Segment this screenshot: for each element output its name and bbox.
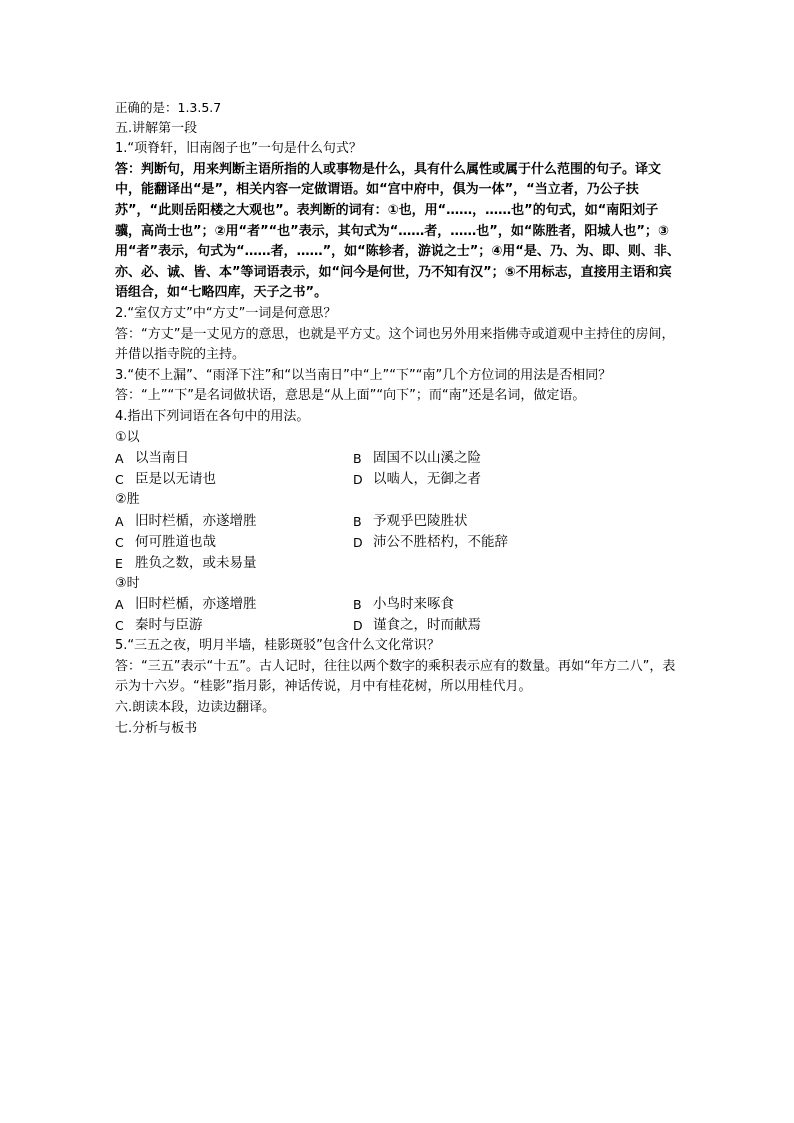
option-row <box>115 469 681 490</box>
question-1: 1.“项脊轩，旧南阁子也”一句是什么句式？ <box>115 141 362 157</box>
option-letter: D <box>353 534 363 550</box>
option <box>115 615 353 636</box>
option <box>353 615 481 636</box>
option-letter: A <box>115 451 124 467</box>
option <box>353 594 454 615</box>
section-heading-7: 七.分析与板书 <box>115 720 198 736</box>
word-group-title: ③时 <box>115 575 140 591</box>
option-row <box>115 511 681 532</box>
option <box>115 511 353 532</box>
option-text: 以啮人，无御之者 <box>373 471 481 488</box>
option <box>353 469 481 490</box>
word-group-title: ①以 <box>115 429 140 445</box>
option-letter: B <box>353 597 362 613</box>
option-text: 旧时栏楯，亦遂增胜 <box>135 596 257 613</box>
option-letter: C <box>115 618 124 634</box>
answer-2: 答：“方丈”是一丈见方的意思，也就是平方丈。这个词也另外用来指佛寺或道观中主持住的房间，并借以指寺院的主持。 <box>115 326 675 363</box>
option-letter: A <box>115 513 124 529</box>
answer-3: 答：“上”“下”是名词做状语，意思是“从上面”“向下”；而“南”还是名词，做定语。 <box>115 388 586 404</box>
answer-5: 答：“三五”表示“十五”。古人记时，往往以两个数字的乘积表示应有的数量。再如“年方二八”，表示为十六岁。“桂影”指月影，神话传说，月中有桂花树，所以用桂代月。 <box>115 658 676 695</box>
option-text: 予观乎巴陵胜状 <box>373 512 468 529</box>
option-text: 以当南日 <box>135 450 189 467</box>
option <box>115 532 353 553</box>
option <box>353 532 508 553</box>
question-2: 2.“室仅方丈”中“方丈”一词是何意思？ <box>115 305 337 321</box>
option-letter: C <box>115 472 124 488</box>
option-letter: B <box>353 451 362 467</box>
option-row <box>115 553 681 574</box>
correct-answers-line: 正确的是：1.3.5.7 <box>115 100 222 115</box>
document-body <box>115 98 681 739</box>
option-letter: B <box>353 513 362 529</box>
option-text: 何可胜道也哉 <box>135 533 216 550</box>
option-text: 秦时与臣游 <box>135 617 203 634</box>
question-3: 3.“使不上漏”、“雨泽下注”和“以当南日”中“上”“下”“南”几个方位词的用法是否相同？ <box>115 367 612 383</box>
option <box>115 553 353 574</box>
option-row <box>115 594 681 615</box>
option <box>353 448 481 469</box>
option-letter: C <box>115 534 124 550</box>
option-row <box>115 448 681 469</box>
option-letter: D <box>353 618 363 634</box>
option <box>353 511 468 532</box>
option-letter: D <box>353 472 363 488</box>
option-text: 小鸟时来啄食 <box>373 596 454 613</box>
question-5: 5.“三五之夜，明月半墙，桂影斑驳”包含什么文化常识？ <box>115 638 440 654</box>
option <box>115 448 353 469</box>
option-text: 沛公不胜桮杓，不能辞 <box>373 533 508 550</box>
option-text: 臣是以无请也 <box>135 471 216 488</box>
option <box>115 469 353 490</box>
option-letter: A <box>115 597 124 613</box>
answer-1: 答：判断句，用来判断主语所指的人或事物是什么，具有什么属性或属于什么范围的句子。译文中，能翻译出“是”，相关内容一定做谓语。如“宫中府中，俱为一体”，“当立者，乃公子扶苏”，“此则岳阳楼之大观也”。表判断的词有：①也，用“……，……也”的句式，如“南阳刘子骥，高尚士也”；②用“者”“也”表示，其句式为“……者，……也”，如“陈胜者，阳城人也”；③用“者”表示，句式为“……者，……”，如“陈轸者，游说之士”；④用“是、乃、为、即、则、非、亦、必、诚、皆、本”等词语表示，如“问今是何世，乃不知有汉”；⑤不用标志，直接用主语和宾语组合，如“七略四库，天子之书”。 <box>115 161 680 301</box>
option-text: 固国不以山溪之险 <box>373 450 481 467</box>
option-text: 谨食之，时而献焉 <box>373 617 481 634</box>
section-heading-6: 六.朗读本段，边读边翻译。 <box>115 700 276 716</box>
option-row <box>115 532 681 553</box>
option-letter: E <box>115 555 123 571</box>
option-text: 胜负之数，或未易量 <box>135 554 257 571</box>
option-text: 旧时栏楯，亦遂增胜 <box>135 512 257 529</box>
question-4: 4.指出下列词语在各句中的用法。 <box>115 408 310 424</box>
option-row <box>115 615 681 636</box>
option <box>115 594 353 615</box>
section-heading-5: 五.讲解第一段 <box>115 120 198 136</box>
word-group-title: ②胜 <box>115 492 140 508</box>
